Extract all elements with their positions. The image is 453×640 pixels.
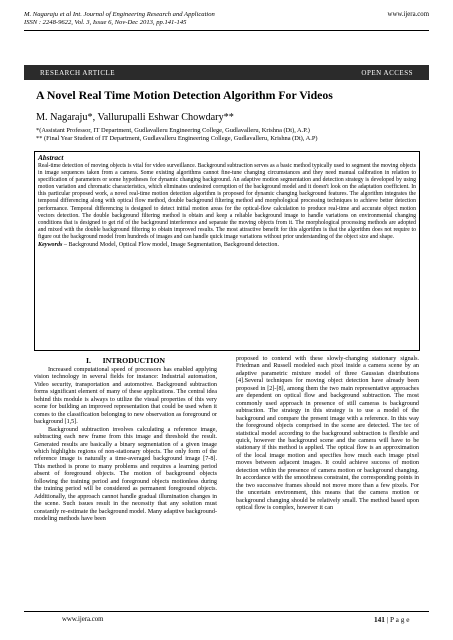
affiliation-2: ** (Final Year Student of IT Department, Gudlavalleru Engineering College, Gudlavalleru, Krishna (Dt), A.P) [36,135,318,142]
abstract-heading: Abstract [38,153,64,162]
paper-title: A Novel Real Time Motion Detection Algorithm For Videos [36,88,333,102]
affiliation-1: *(Assistant Professor, IT Department, Gudlavalleru Engineering College, Gudlavalleru, Krishna (Dt), A.P.) [36,127,310,134]
left-column [34,356,217,524]
header-divider [24,30,429,31]
footer-website: www.ijera.com [62,616,104,623]
keywords-line [38,242,416,249]
page-label: | P a g e [384,615,410,624]
abstract-box [34,151,420,351]
article-banner [24,65,429,80]
journal-citation: M. Nagaraju et al Int. Journal of Engineering Research and Application [24,11,215,18]
page-number [374,615,409,624]
section-heading: I. INTRODUCTION [85,356,166,365]
article-type-label: RESEARCH ARTICLE [40,68,116,77]
paragraph: Increased computational speed of processors has enabled applying vision technology in several fields for instance: Industrial automation, Video security, transportation and automotive. Background subtraction forms significant element of many of these applications. The central idea behind this module is always to utilize the visual properties of this very scene for building an improved representation that could be used when it comes to the classification belonging to new observation as foreground or background [1,5]. [34,367,217,426]
journal-header [24,11,324,27]
paragraph: proposed to contend with these slowly-changing stationary signals. Friedman and Russell modeled each pixel inside a camera scene by an adaptive parametric mixture model of three Gaussian distributions [4].Several techniques for moving object detection have already been proposed in [2]-[8], among them the two main representative approaches are dependent on optical flow and background subtraction. The most commonly used approach in presence of still cameras is background subtraction. The strategy in this strategy is to use a model of the background and compare the present image with a reference. In this way the foreground objects comprised in the scene are detected. The tec of statistical model according to the background subtraction is flexible and quick, however the background scene and the camera will have to be stationary if this method is applied. The optical flow is an approximation of the local image motion and specifies how much each image pixel moves between adjacent images. It could achieve success of motion detection within the presence of camera motion or background changing. In accordance with the smoothness constraint, the corresponding points in the two successive frames should not move more than a few pixels. For the uncertain environment, this means that the camera motion or background changing should be relatively small. The method based upon optical flow is complex, however it can [236,356,419,512]
keywords-text: – Background Model, Optical Flow model, Image Segmentation, Background detection. [62,242,279,249]
footer-divider [24,611,429,612]
page-number-value: 141 [374,615,385,624]
journal-issn: ISSN : 2248-9622, Vol. 3, Issue 6, Nov-Dec 2013, pp.141-145 [24,19,187,27]
access-label: OPEN ACCESS [361,68,413,77]
journal-website: www.ijera.com [387,11,429,18]
paragraph: Background subtraction involves calculating a reference image, subtracting each new frame from this image and threshold the result. Generated results are basically a binary segmentation of a given image which highlights regions of non-stationary objects. The only form of the reference image is naturally a time-averaged background image [7-8]. This method is prone to many problems and requires a learning period absent of foreground objects. The motion of background objects following the training period and foreground objects motionless during the training period will be considered as permanent foreground objects. Additionally, the approach cannot handle gradual illumination changes in the scene. Such issues result in the necessity that any solution must constantly re-estimate the background model. Many adaptive background-modeling methods have been [34,426,217,523]
paper-authors: M. Nagaraju*, Vallurupalli Eshwar Chowdary** [36,112,234,123]
right-column [236,356,419,513]
abstract-text: Real-time detection of moving objects is vital for video surveillance. Background subtraction serves as a basic method typically used to segment the moving objects in image sequences taken from a camera. Some existing algorithms cannot fine-tune changing circumstances and they need manual calibration in relation to specification of parameters or some hypotheses for dynamic changing background. An adaptive motion segmentation and detection strategy is developed by using motion variation and chromatic characteristics, which eliminates undesired corruption of the background model and it doesn't look on the adaptation coefficient. In this particular proposed work, a novel real-time motion detection algorithm is proposed for dynamic changing background features. The algorithm integrates the temporal differencing along with optical flow method, double background filtering method and morphological processing techniques to achieve better detection performance. Temporal differencing is designed to detect initial motion areas for the optical-flow calculation to produce real-time and accurate object motion vectors detection. The double background filtering method is obtain and keep a reliable background image to handle variations on environmental changing conditions that is designed to get rid of the background interference and separate the moving objects from it. The morphological processing methods are adopted and mixed with the double background filtering to obtain improved results. The most attractive benefit for this algorithm is that the algorithm does not require to figure out the background model from hundreds of images and can handle quick image variations without prior understanding of the object size and shape. [38,162,416,241]
keywords-label: Keywords [38,242,63,249]
